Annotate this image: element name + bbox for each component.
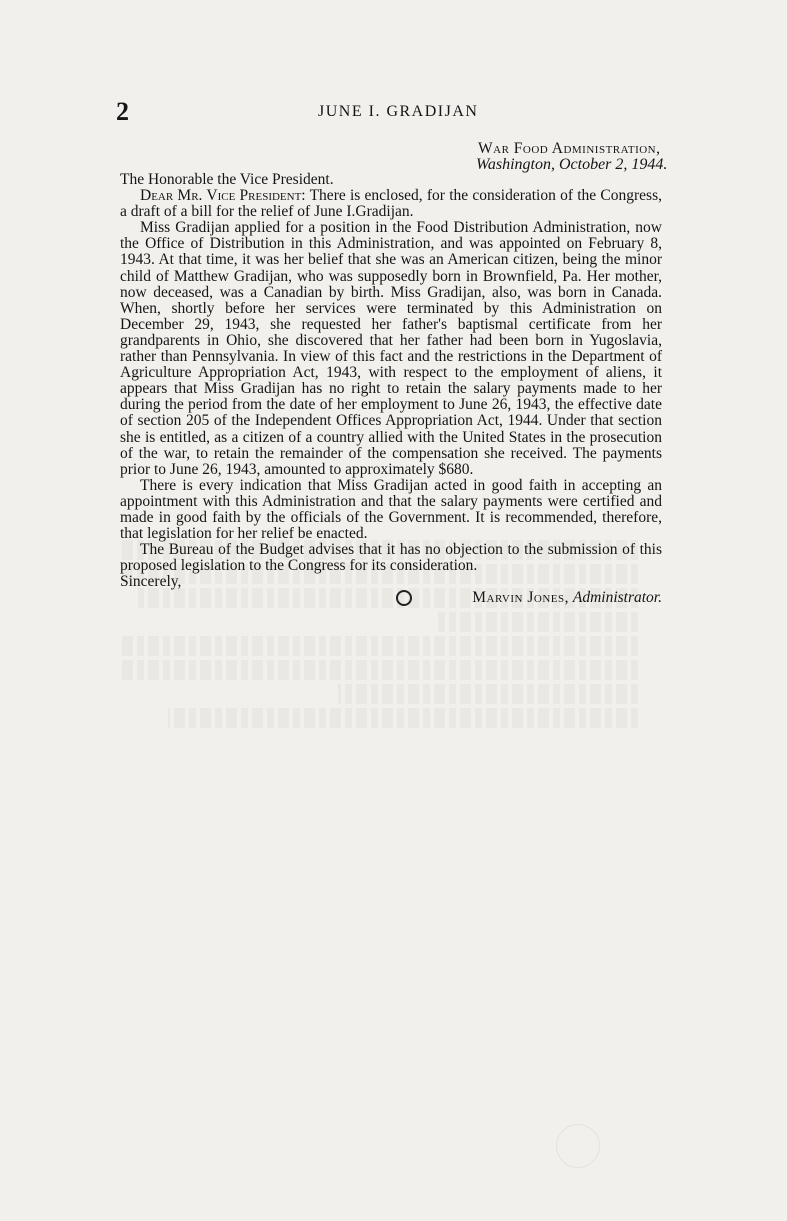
salutation: Dear Mr. Vice President: <box>140 187 306 205</box>
page-number: 2 <box>116 97 129 126</box>
addressee: The Honorable the Vice President. <box>120 171 334 188</box>
faint-stamp-mark <box>556 1124 600 1168</box>
letter-date: Washington, October 2, 1944. <box>476 156 668 173</box>
paragraph-1: Dear Mr. Vice President: There is enclosed, for the consideration of the Congress, a draft of a bill for the relief of June I.Gradijan. <box>120 187 662 221</box>
paragraph-4: The Bureau of the Budget advises that it has no objection to the submission of this proposed legislation to the Congress for its consideration. <box>120 541 662 575</box>
letter-body <box>120 172 662 607</box>
agency-name: War Food Administration, <box>478 140 661 157</box>
punch-hole-mark <box>396 590 412 606</box>
closing: Sincerely, <box>120 573 182 591</box>
signature <box>120 590 662 606</box>
signature-title: Administrator. <box>572 589 662 607</box>
paragraph-2: Miss Gradijan applied for a position in the Food Distribution Administration, now the Office of Distribution in this Administration, and was appointed on February 8, 1943. At that time, it was her belief that she was an American citizen, being the minor child of Matthew Gradijan, who was supposedly born in Brownfield, Pa. Her mother, now deceased, was a Canadian by birth. Miss Gradijan, also, was born in Canada. When, shortly before her services were terminated by this Administration on December 29, 1943, she requested her father's baptismal certificate from her grandparents in Ohio, she discovered that her father had been born in Yugoslavia, rather than Pennsylvania. In view of this fact and the restrictions in the Department of Agriculture Appropriation Act, 1943, with respect to the employment of aliens, it appears that Miss Gradijan has no right to retain the salary payments made to her during the period from the date of her employment to June 26, 1943, the effective date of section 205 of the Independent Offices Appropriation Act, 1944. Under that section she is entitled, as a citizen of a country allied with the United States in the prosecution of the war, to retain the remainder of the compensation she received. The payments prior to June 26, 1943, amounted to approximately $680. <box>120 219 662 478</box>
page-title: JUNE I. GRADIJAN <box>318 103 479 120</box>
signature-name: Marvin Jones, <box>472 589 569 607</box>
paragraph-3: There is every indication that Miss Gradijan acted in good faith in accepting an appointment with this Administration and that the salary payments were certified and made in good faith by the officials of the Government. It is recommended, therefore, that legislation for her relief be enacted. <box>120 476 662 543</box>
